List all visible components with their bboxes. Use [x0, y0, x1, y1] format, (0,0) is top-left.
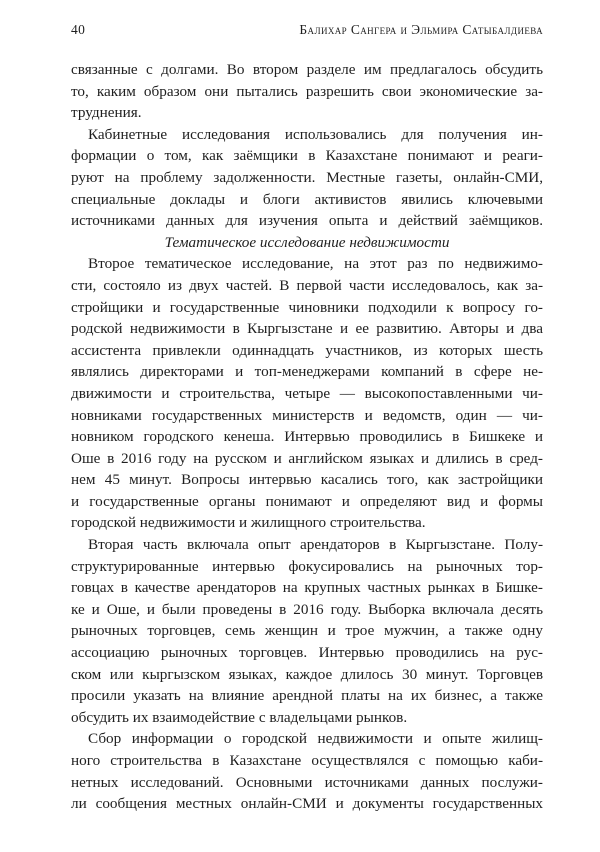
- text-line: просили указать на влияние арендной платы на их бизнес, а также: [71, 687, 543, 705]
- text-line: и государственные органы понимают и определяют вид и формы: [71, 492, 543, 510]
- text-line: специальные доклады и блоги активистов явились ключевыми: [71, 190, 543, 208]
- paragraph-2: [71, 124, 543, 232]
- text-line: городской недвижимости и жилищного строительства.: [71, 514, 426, 532]
- section-heading: Тематическое исследование недвижимости: [164, 233, 450, 251]
- page-number: 40: [71, 22, 86, 37]
- text-line: сти, состояло из двух частей. В первой части исследовалось, как за-: [71, 276, 543, 294]
- text-line: ассоциацию рыночных торговцев. Интервью проводились на рус-: [71, 644, 543, 662]
- text-line: стройщики и государственные чиновники подходили к вопросу го-: [71, 298, 543, 316]
- paragraph-1: [71, 59, 543, 124]
- page-header: [71, 22, 543, 42]
- text-line: новниками государственных министерств и ведомств, один — чи-: [71, 406, 543, 424]
- text-line: родской недвижимости в Кыргызстане и ее развитию. Авторы и два: [71, 320, 543, 338]
- text-line: ли сообщения местных онлайн-СМИ и документы государственных: [71, 795, 543, 813]
- text-line: нем 45 минут. Вопросы интервью касались того, как застройщики: [71, 471, 543, 489]
- text-line: рыночных торговцев, семь женщин и трое мужчин, а также одну: [71, 622, 543, 640]
- text-line: новником городского кенеша. Интервью проводились в Бишкеке и: [71, 428, 543, 446]
- page-body: [71, 59, 543, 815]
- text-line: руют на проблему задолженности. Местные газеты, онлайн-СМИ,: [71, 168, 543, 186]
- text-line: Оше в 2016 году на русском и английском языках и длились в сред-: [71, 449, 543, 467]
- text-line: обсудить их взаимодействие с владельцами рынков.: [71, 708, 408, 726]
- text-line: формации о том, как заёмщики в Казахстане понимают и реаги-: [71, 147, 543, 165]
- text-line: движимости и строительства, четыре — высокопоставленными чи-: [71, 384, 543, 402]
- text-line: ного строительства в Казахстане осуществлялся с помощью каби-: [71, 752, 543, 769]
- text-line: Кабинетные исследования использовались для получения ин-: [88, 125, 543, 143]
- text-line: Второе тематическое исследование, на этот раз по недвижимо-: [88, 255, 543, 273]
- text-line: ке и Оше, и были проведены в 2016 году. Выборка включала десять: [71, 600, 543, 618]
- text-line: ассистента привлекли одиннадцать участников, из которых шесть: [71, 341, 543, 359]
- text-line: источниками данных для изучения опыта и действий заёмщиков.: [71, 212, 543, 230]
- running-head: Балихар Сангера и Эльмира Сатыбалдиева: [299, 22, 543, 37]
- text-line: то, каким образом они пытались разрешить свои экономические за-: [71, 82, 543, 100]
- paragraph-5: [71, 728, 543, 814]
- text-line: труднения.: [71, 104, 142, 122]
- text-line: Сбор информации о городской недвижимости и опыте жилищ-: [88, 730, 543, 748]
- text-line: связанные с долгами. Во втором разделе им предлагалось обсудить: [71, 61, 543, 78]
- paragraph-3: [71, 253, 543, 534]
- paragraph-4: [71, 534, 543, 728]
- text-line: говцах в качестве арендаторов на крупных частных рынках в Бишке-: [71, 579, 543, 597]
- text-line: ском или кыргызском языках, каждое длилось 30 минут. Торговцев: [71, 665, 543, 683]
- text-line: являлись директорами и топ-менеджерами компаний в сфере не-: [71, 363, 543, 381]
- text-line: структурированные интервью фокусировались на рыночных тор-: [71, 557, 543, 575]
- text-line: нетных исследований. Основными источниками данных послужи-: [71, 773, 543, 791]
- text-line: Вторая часть включала опыт арендаторов в Кыргызстане. Полу-: [88, 536, 543, 554]
